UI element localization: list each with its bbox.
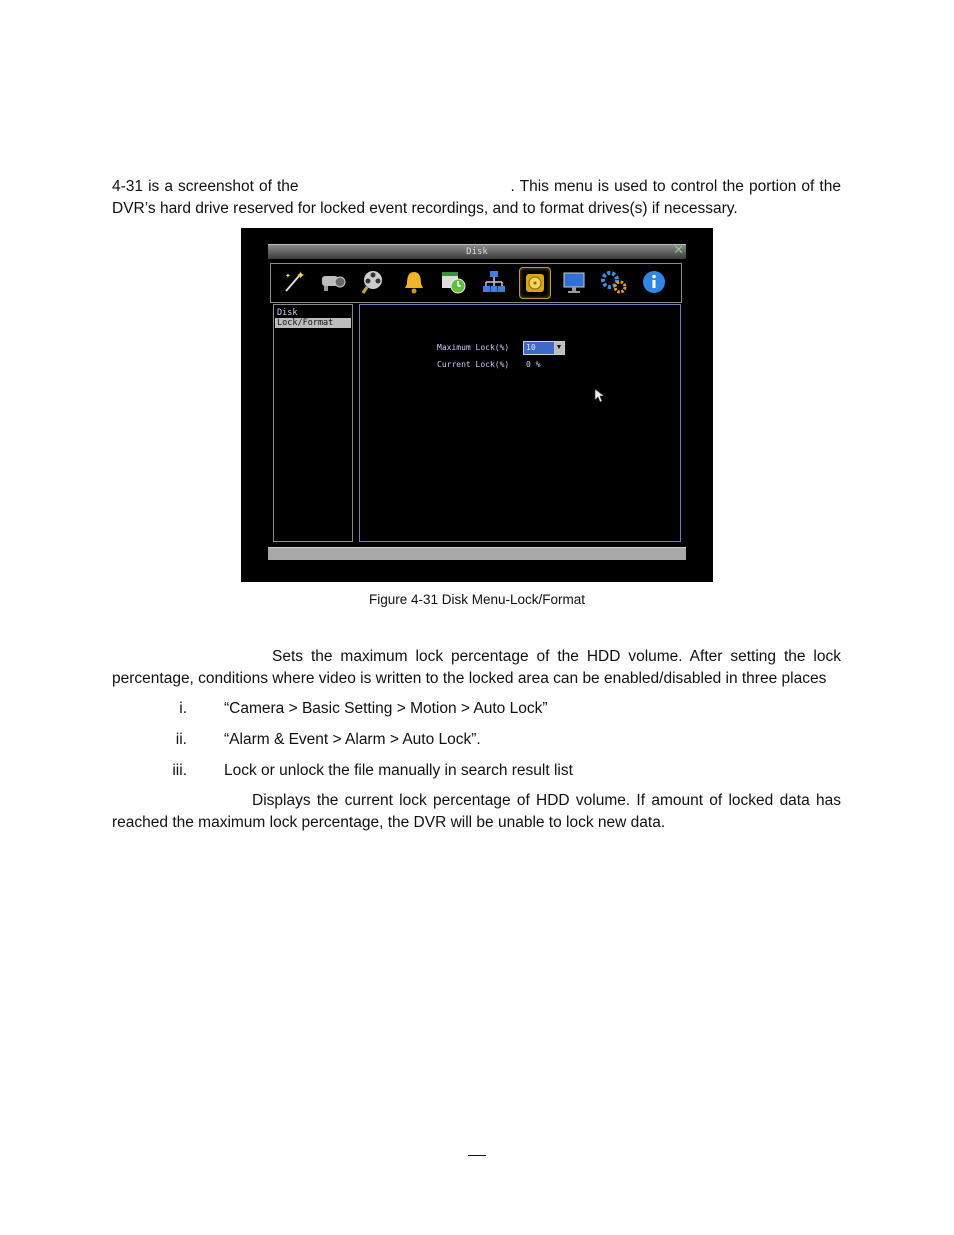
list-item-2: “Alarm & Event > Alarm > Auto Lock”. xyxy=(224,731,481,748)
magic-wand-icon[interactable] xyxy=(279,267,309,297)
camera-icon[interactable] xyxy=(319,267,349,297)
max-lock-dropdown[interactable] xyxy=(523,341,565,355)
current-lock-value: 0 % xyxy=(526,360,541,369)
list-number-3: iii. xyxy=(172,762,187,779)
max-lock-label: Maximum Lock(%) xyxy=(437,343,510,352)
list-number-1: i. xyxy=(179,700,187,717)
list-item-1: “Camera > Basic Setting > Motion > Auto Lock” xyxy=(224,700,548,717)
svg-text:✦: ✦ xyxy=(296,270,306,282)
max-lock-value: 10 xyxy=(526,343,536,352)
menu-toolbar xyxy=(270,263,682,303)
network-icon[interactable] xyxy=(479,267,509,297)
current-lock-label: Current Lock(%) xyxy=(437,360,510,369)
mouse-cursor-icon xyxy=(594,388,606,404)
close-icon[interactable]: ✕ xyxy=(673,243,684,258)
disk-icon[interactable] xyxy=(519,267,551,299)
current-lock-description: Displays the current lock percentage of HDD volume. If amount of locked data has reached the maximum lock percentage, the DVR will be unable to lock new data. xyxy=(112,792,841,831)
side-menu-item-lock-format[interactable]: Lock/Format xyxy=(275,318,351,328)
bell-icon[interactable] xyxy=(399,267,429,297)
window-titlebar xyxy=(268,244,686,259)
schedule-icon[interactable] xyxy=(439,267,469,297)
page-number-line xyxy=(468,1155,486,1156)
intro-text-2: . This menu is used to control the portion of the DVR’s hard drive reserved for locked event recordings, and to format drives(s) if necessary. xyxy=(112,178,841,217)
dvr-screenshot xyxy=(241,228,713,582)
side-menu-item-disk[interactable]: Disk xyxy=(277,308,298,318)
side-menu xyxy=(273,304,353,542)
intro-text-1: 4-31 is a screenshot of the xyxy=(112,178,299,195)
film-reel-search-icon[interactable] xyxy=(359,267,389,297)
intro-paragraph xyxy=(112,176,841,219)
figure-caption: Figure 4-31 Disk Menu-Lock/Format xyxy=(368,592,586,607)
window-title: Disk xyxy=(466,247,488,257)
status-bar xyxy=(268,547,686,560)
svg-text:✦: ✦ xyxy=(285,273,291,280)
max-lock-paragraph xyxy=(112,646,841,689)
list-number-2: ii. xyxy=(175,731,187,748)
settings-panel xyxy=(359,304,681,542)
chevron-down-icon: ▼ xyxy=(554,342,564,354)
info-icon[interactable] xyxy=(639,267,669,297)
max-lock-description: Sets the maximum lock percentage of the HDD volume. After setting the lock percentage, conditions where video is written to the locked area can be enabled/disabled in three places xyxy=(112,648,841,687)
gears-icon[interactable] xyxy=(599,267,629,297)
list-item-3: Lock or unlock the file manually in search result list xyxy=(224,762,573,779)
monitor-icon[interactable] xyxy=(559,267,589,297)
current-lock-paragraph xyxy=(112,790,841,833)
